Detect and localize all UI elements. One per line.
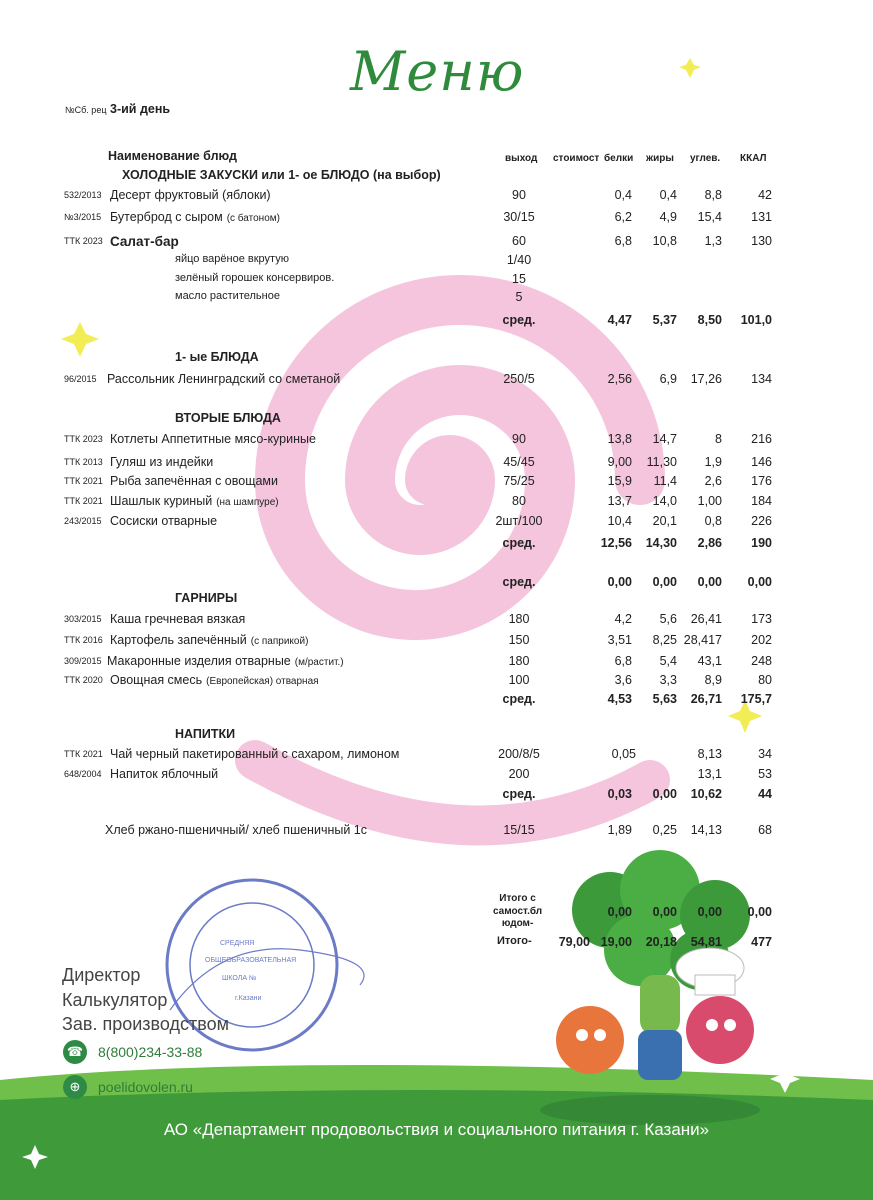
row-yield: 15 (512, 272, 526, 286)
header-kcal: ККАЛ (740, 153, 767, 164)
row-fat: 4,9 (659, 210, 677, 224)
row-carbs: 8 (715, 432, 722, 446)
row-yield: 30/15 (503, 210, 535, 224)
row-carbs: 1,00 (697, 494, 722, 508)
row-yield: 200/8/5 (498, 747, 540, 761)
website-link[interactable]: poelidovolen.ru (98, 1079, 193, 1095)
total-carbs: 0,00 (697, 905, 722, 919)
row-fat: 5,6 (659, 612, 677, 626)
row-name: зелёный горошек консервиров. (175, 272, 335, 284)
row-protein: 3,6 (614, 673, 632, 687)
total-protein: 19,00 (600, 935, 632, 949)
row-carbs: 28,417 (683, 633, 722, 647)
row-code: ТТК 2023 (64, 236, 103, 246)
row-code: ТТК 2021 (64, 496, 103, 506)
row-carbs: 0,00 (697, 575, 722, 589)
row-protein: 3,51 (607, 633, 632, 647)
row-kcal: 176 (751, 474, 772, 488)
row-code: 96/2015 (64, 374, 97, 384)
row-protein: 15,9 (607, 474, 632, 488)
row-kcal: 146 (751, 455, 772, 469)
row-yield: 250/5 (503, 372, 535, 386)
row-yield: 100 (508, 673, 530, 687)
table-row (0, 290, 873, 310)
row-name: Хлеб ржано-пшеничный/ хлеб пшеничный 1с (105, 823, 367, 837)
row-kcal: 34 (758, 747, 772, 761)
row-note: (с батоном) (226, 213, 280, 224)
row-note: (на шампуре) (216, 497, 279, 508)
totals-row-2 (0, 935, 873, 955)
row-code: 532/2013 (64, 190, 102, 200)
header-carbs: углев. (690, 153, 721, 164)
table-row (0, 494, 873, 514)
total-kcal: 477 (751, 935, 772, 949)
row-carbs: 15,4 (697, 210, 722, 224)
row-name: Напиток яблочный (110, 767, 219, 781)
row-note: (с паприкой) (250, 636, 309, 647)
row-note: (Европейская) отварная (206, 676, 319, 687)
page-title: Меню (350, 40, 525, 103)
row-yield: 180 (508, 612, 530, 626)
row-protein: 13,7 (607, 494, 632, 508)
signature-production: Зав. производством (62, 1014, 229, 1034)
row-fat: 14,0 (652, 494, 677, 508)
phone-number[interactable]: 8(800)234-33-88 (98, 1044, 203, 1060)
row-protein: 6,8 (614, 654, 632, 668)
row-code: ТТК 2020 (64, 675, 103, 685)
table-row (0, 210, 873, 230)
header-yield: выход (505, 153, 538, 164)
row-cost: 0,05 (611, 747, 636, 761)
row-carbs: 8,9 (704, 673, 722, 687)
row-name: Каша гречневая вязкая (110, 612, 246, 626)
row-protein: 1,89 (607, 823, 632, 837)
row-protein: 4,53 (607, 692, 632, 706)
row-yield: 75/25 (503, 474, 535, 488)
row-fat: 14,7 (652, 432, 677, 446)
signature-director: Директор (62, 965, 141, 985)
table-row (0, 272, 873, 292)
row-yield: 2шт/100 (495, 514, 543, 528)
row-kcal: 216 (751, 432, 772, 446)
row-carbs: 26,71 (690, 692, 722, 706)
row-fat: 11,30 (646, 455, 677, 469)
total-fat: 20,18 (645, 935, 677, 949)
table-row (0, 654, 873, 674)
row-fat: 10,8 (652, 234, 677, 248)
row-carbs: 2,86 (697, 536, 722, 550)
row-code: ТТК 2023 (64, 434, 103, 444)
row-kcal: 248 (751, 654, 772, 668)
row-fat: 20,1 (652, 514, 677, 528)
row-carbs: 0,8 (704, 514, 722, 528)
row-name: Чай черный пакетированный с сахаром, лимоном (110, 747, 400, 761)
svg-text:ШКОЛА №: ШКОЛА № (222, 975, 257, 982)
table-row (0, 575, 873, 595)
row-code: 303/2015 (64, 614, 102, 624)
row-code: ТТК 2021 (64, 476, 103, 486)
row-fat: 14,30 (645, 536, 677, 550)
row-protein: 6,2 (614, 210, 632, 224)
row-protein: 9,00 (607, 455, 632, 469)
row-fat: 6,9 (659, 372, 677, 386)
footer-organization: АО «Департамент продовольствия и социального питания г. Казани» (163, 1120, 710, 1139)
row-yield: сред. (502, 313, 536, 327)
table-row (0, 767, 873, 787)
doc-number-label: №Сб. рец (65, 105, 107, 115)
row-code: ТТК 2013 (64, 457, 103, 467)
row-name-wrap (110, 210, 280, 224)
row-name: Гуляш из индейки (110, 455, 214, 469)
row-name: Шашлык куриный (110, 494, 213, 508)
row-name: Десерт фруктовый (яблоки) (110, 188, 271, 202)
row-protein: 13,8 (607, 432, 632, 446)
row-yield: 90 (512, 432, 526, 446)
row-fat: 0,4 (659, 188, 677, 202)
row-protein: 10,4 (607, 514, 632, 528)
row-name: Картофель запечённый (110, 633, 247, 647)
row-yield: сред. (502, 536, 536, 550)
row-carbs: 1,3 (704, 234, 722, 248)
totals-row-1 (0, 905, 873, 925)
row-yield: 1/40 (506, 253, 532, 267)
row-fat: 8,25 (652, 633, 677, 647)
row-code: ТТК 2016 (64, 635, 103, 645)
row-carbs: 43,1 (697, 654, 722, 668)
row-kcal: 134 (751, 372, 772, 386)
row-fat: 5,63 (652, 692, 677, 706)
row-carbs: 8,8 (704, 188, 722, 202)
total-kcal: 0,00 (747, 905, 772, 919)
row-carbs: 14,13 (690, 823, 722, 837)
row-fat: 11,4 (653, 474, 677, 488)
row-name: Рассольник Ленинградский со сметаной (107, 372, 341, 386)
row-note: (м/растит.) (294, 657, 344, 668)
header-protein: белки (604, 153, 634, 164)
row-kcal: 173 (751, 612, 772, 626)
row-fat: 5,37 (652, 313, 677, 327)
totals-label-line: Итого с (499, 893, 536, 904)
row-kcal: 226 (751, 514, 772, 528)
row-protein: 12,56 (600, 536, 632, 550)
row-fat: 0,25 (652, 823, 677, 837)
day-label: 3-ий день (110, 102, 171, 116)
row-fat: 3,3 (659, 673, 677, 687)
row-kcal: 44 (758, 787, 772, 801)
section-cold: ХОЛОДНЫЕ ЗАКУСКИ или 1- ое БЛЮДО (на выбор) (122, 168, 441, 182)
row-name: Котлеты Аппетитные мясо-куриные (110, 432, 316, 446)
row-name: Салат-бар (110, 234, 179, 249)
totals-label-line: юдом- (501, 918, 534, 929)
row-name-wrap (107, 654, 344, 668)
row-carbs: 8,13 (697, 747, 722, 761)
row-kcal: 0,00 (747, 575, 772, 589)
row-name-wrap (110, 633, 308, 647)
row-kcal: 190 (751, 536, 772, 550)
total-cost: 79,00 (558, 935, 590, 949)
row-yield: 80 (512, 494, 526, 508)
row-protein: 2,56 (607, 372, 632, 386)
table-row (0, 432, 873, 452)
table-row (0, 612, 873, 632)
row-carbs: 17,26 (690, 372, 722, 386)
row-yield: 45/45 (503, 455, 535, 469)
row-kcal: 101,0 (740, 313, 772, 327)
row-carbs: 8,50 (697, 313, 722, 327)
row-code: №3/2015 (64, 212, 102, 222)
table-row (0, 455, 873, 475)
row-name: Овощная смесь (110, 673, 203, 687)
svg-text:ОБЩЕОБРАЗОВАТЕЛЬНАЯ: ОБЩЕОБРАЗОВАТЕЛЬНАЯ (205, 957, 297, 964)
row-name: Рыба запечённая с овощами (110, 474, 279, 488)
row-yield: 60 (512, 234, 526, 248)
row-yield: сред. (502, 575, 536, 589)
table-row (0, 823, 873, 843)
row-yield: сред. (502, 787, 536, 801)
row-kcal: 131 (751, 210, 772, 224)
total-carbs: 54,81 (690, 935, 722, 949)
row-name: масло растительное (175, 290, 280, 302)
section-first: 1- ые БЛЮДА (175, 350, 259, 364)
row-protein: 0,4 (614, 188, 632, 202)
row-carbs: 10,62 (690, 787, 722, 801)
row-protein: 4,2 (614, 612, 632, 626)
row-fat: 0,00 (652, 787, 677, 801)
globe-icon: ⊕ (63, 1075, 87, 1099)
row-name: Сосиски отварные (110, 514, 218, 528)
row-yield: 15/15 (503, 823, 535, 837)
row-name: Бутерброд с сыром (110, 210, 223, 224)
row-carbs: 26,41 (690, 612, 722, 626)
row-kcal: 53 (758, 767, 772, 781)
row-code: ТТК 2021 (64, 749, 103, 759)
total-fat: 0,00 (652, 905, 677, 919)
row-kcal: 175,7 (740, 692, 772, 706)
table-row (0, 313, 873, 333)
table-row (0, 633, 873, 653)
table-row (0, 787, 873, 807)
table-row (0, 188, 873, 208)
header-cost: стоимост (553, 153, 600, 164)
table-row (0, 372, 873, 392)
row-kcal: 42 (758, 188, 772, 202)
row-protein: 0,00 (607, 575, 632, 589)
row-yield: 5 (515, 290, 523, 304)
table-row (0, 253, 873, 273)
row-name-wrap (110, 673, 319, 687)
table-row (0, 234, 873, 254)
row-carbs: 1,9 (704, 455, 722, 469)
row-protein: 6,8 (614, 234, 632, 248)
header-fat: жиры (646, 153, 674, 164)
svg-text:СРЕДНЯЯ: СРЕДНЯЯ (220, 940, 255, 947)
section-second: ВТОРЫЕ БЛЮДА (175, 411, 281, 425)
row-kcal: 184 (751, 494, 772, 508)
row-yield: 150 (508, 633, 530, 647)
row-code: 243/2015 (64, 516, 102, 526)
row-code: 648/2004 (64, 769, 102, 779)
row-name: Макаронные изделия отварные (107, 654, 291, 668)
table-row (0, 474, 873, 494)
row-kcal: 80 (758, 673, 772, 687)
row-yield: 180 (508, 654, 530, 668)
row-yield: 200 (508, 767, 530, 781)
table-row (0, 692, 873, 712)
table-row (0, 673, 873, 693)
table-row (0, 514, 873, 534)
row-protein: 4,47 (607, 313, 632, 327)
row-fat: 0,00 (652, 575, 677, 589)
section-drinks: НАПИТКИ (175, 727, 236, 741)
row-fat: 5,4 (659, 654, 677, 668)
total-label: Итого- (497, 935, 532, 947)
row-yield: 90 (512, 188, 526, 202)
total-protein: 0,00 (607, 905, 632, 919)
phone-icon: ☎ (63, 1040, 87, 1064)
row-kcal: 130 (751, 234, 772, 248)
row-carbs: 2,6 (704, 474, 722, 488)
table-row (0, 536, 873, 556)
table-row (0, 747, 873, 767)
row-name-wrap (110, 494, 279, 508)
row-name: яйцо варёное вкрутую (175, 253, 289, 265)
signature-calculator: Калькулятор (62, 990, 168, 1010)
header-name: Наименование блюд (108, 149, 237, 163)
row-protein: 0,03 (607, 787, 632, 801)
section-garnish: ГАРНИРЫ (175, 591, 238, 605)
row-yield: сред. (502, 692, 536, 706)
row-carbs: 13,1 (697, 767, 722, 781)
row-code: 309/2015 (64, 656, 102, 666)
row-kcal: 68 (758, 823, 772, 837)
totals-label-line: самост.бл (493, 905, 543, 917)
row-kcal: 202 (751, 633, 772, 647)
svg-text:г.Казани: г.Казани (235, 995, 262, 1002)
